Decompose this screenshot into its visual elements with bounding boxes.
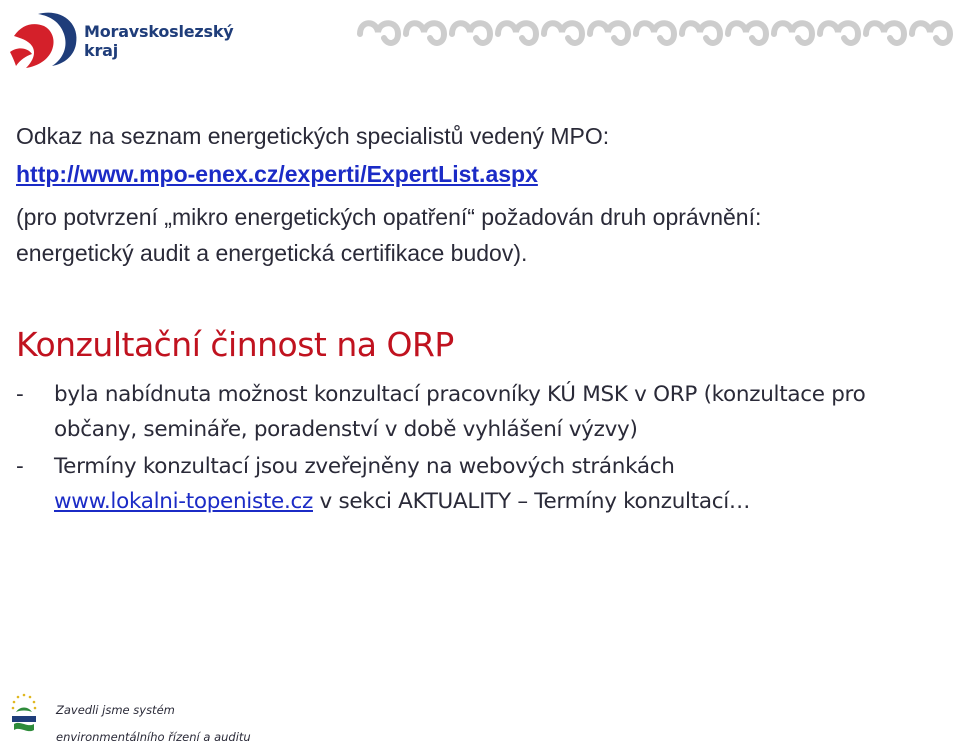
wave-loop [452, 23, 490, 43]
lokalni-topeniste-link[interactable]: www.lokalni-topeniste.cz [54, 489, 313, 514]
wave-loop [912, 23, 950, 43]
expert-list-link[interactable]: http://www.mpo-enex.cz/experti/ExpertList.aspx [16, 161, 538, 187]
wave-loop [544, 23, 582, 43]
emas-emblem-icon [8, 692, 40, 736]
wave-loop [360, 23, 398, 43]
list-item [16, 377, 936, 447]
bullet-consultations-text: byla nabídnuta možnost konzultací pracovníky KÚ MSK v ORP (konzultace pro občany, semináře, poradenství v době vyhlášení výzvy) [54, 382, 866, 442]
certification-note: (pro potvrzení „mikro energetických opatření“ požadován druh oprávnění: energetický audit a energetická certifikace budov). [16, 204, 762, 266]
wave-loop [820, 23, 858, 43]
section-heading: Konzultační činnost na ORP [16, 325, 454, 364]
wave-loop [406, 23, 444, 43]
bullet-dash: - [16, 454, 24, 479]
emas-logo [8, 692, 40, 736]
wave-loop [498, 23, 536, 43]
footer-line-1: Zavedli jsme systém [56, 703, 175, 717]
bullet-dash: - [16, 382, 24, 407]
bullet-list [16, 377, 936, 519]
dates-intro: Termíny konzultací jsou zveřejněny na webových stránkách [54, 454, 675, 479]
wave-loop [636, 23, 674, 43]
bullet-dates-text [54, 449, 936, 519]
logo-line-1: Moravskoslezský [84, 22, 234, 41]
list-item [16, 449, 936, 519]
wave-loop [728, 23, 766, 43]
wave-loop [590, 23, 628, 43]
footer-line-2: environmentálního řízení a auditu [56, 730, 251, 744]
decorative-wave-pattern [356, 12, 960, 52]
logo-line-2: kraj [84, 41, 119, 60]
wave-loop [682, 23, 720, 43]
region-emblem-icon [8, 6, 88, 72]
footer-text [56, 697, 251, 751]
wave-loop [866, 23, 904, 43]
wave-loop [774, 23, 812, 43]
specialists-intro-text: Odkaz na seznam energetických specialistů vedený MPO: [16, 123, 610, 149]
logo-text [84, 22, 234, 60]
dates-section-text: v sekci AKTUALITY – Termíny konzultací… [312, 489, 751, 514]
